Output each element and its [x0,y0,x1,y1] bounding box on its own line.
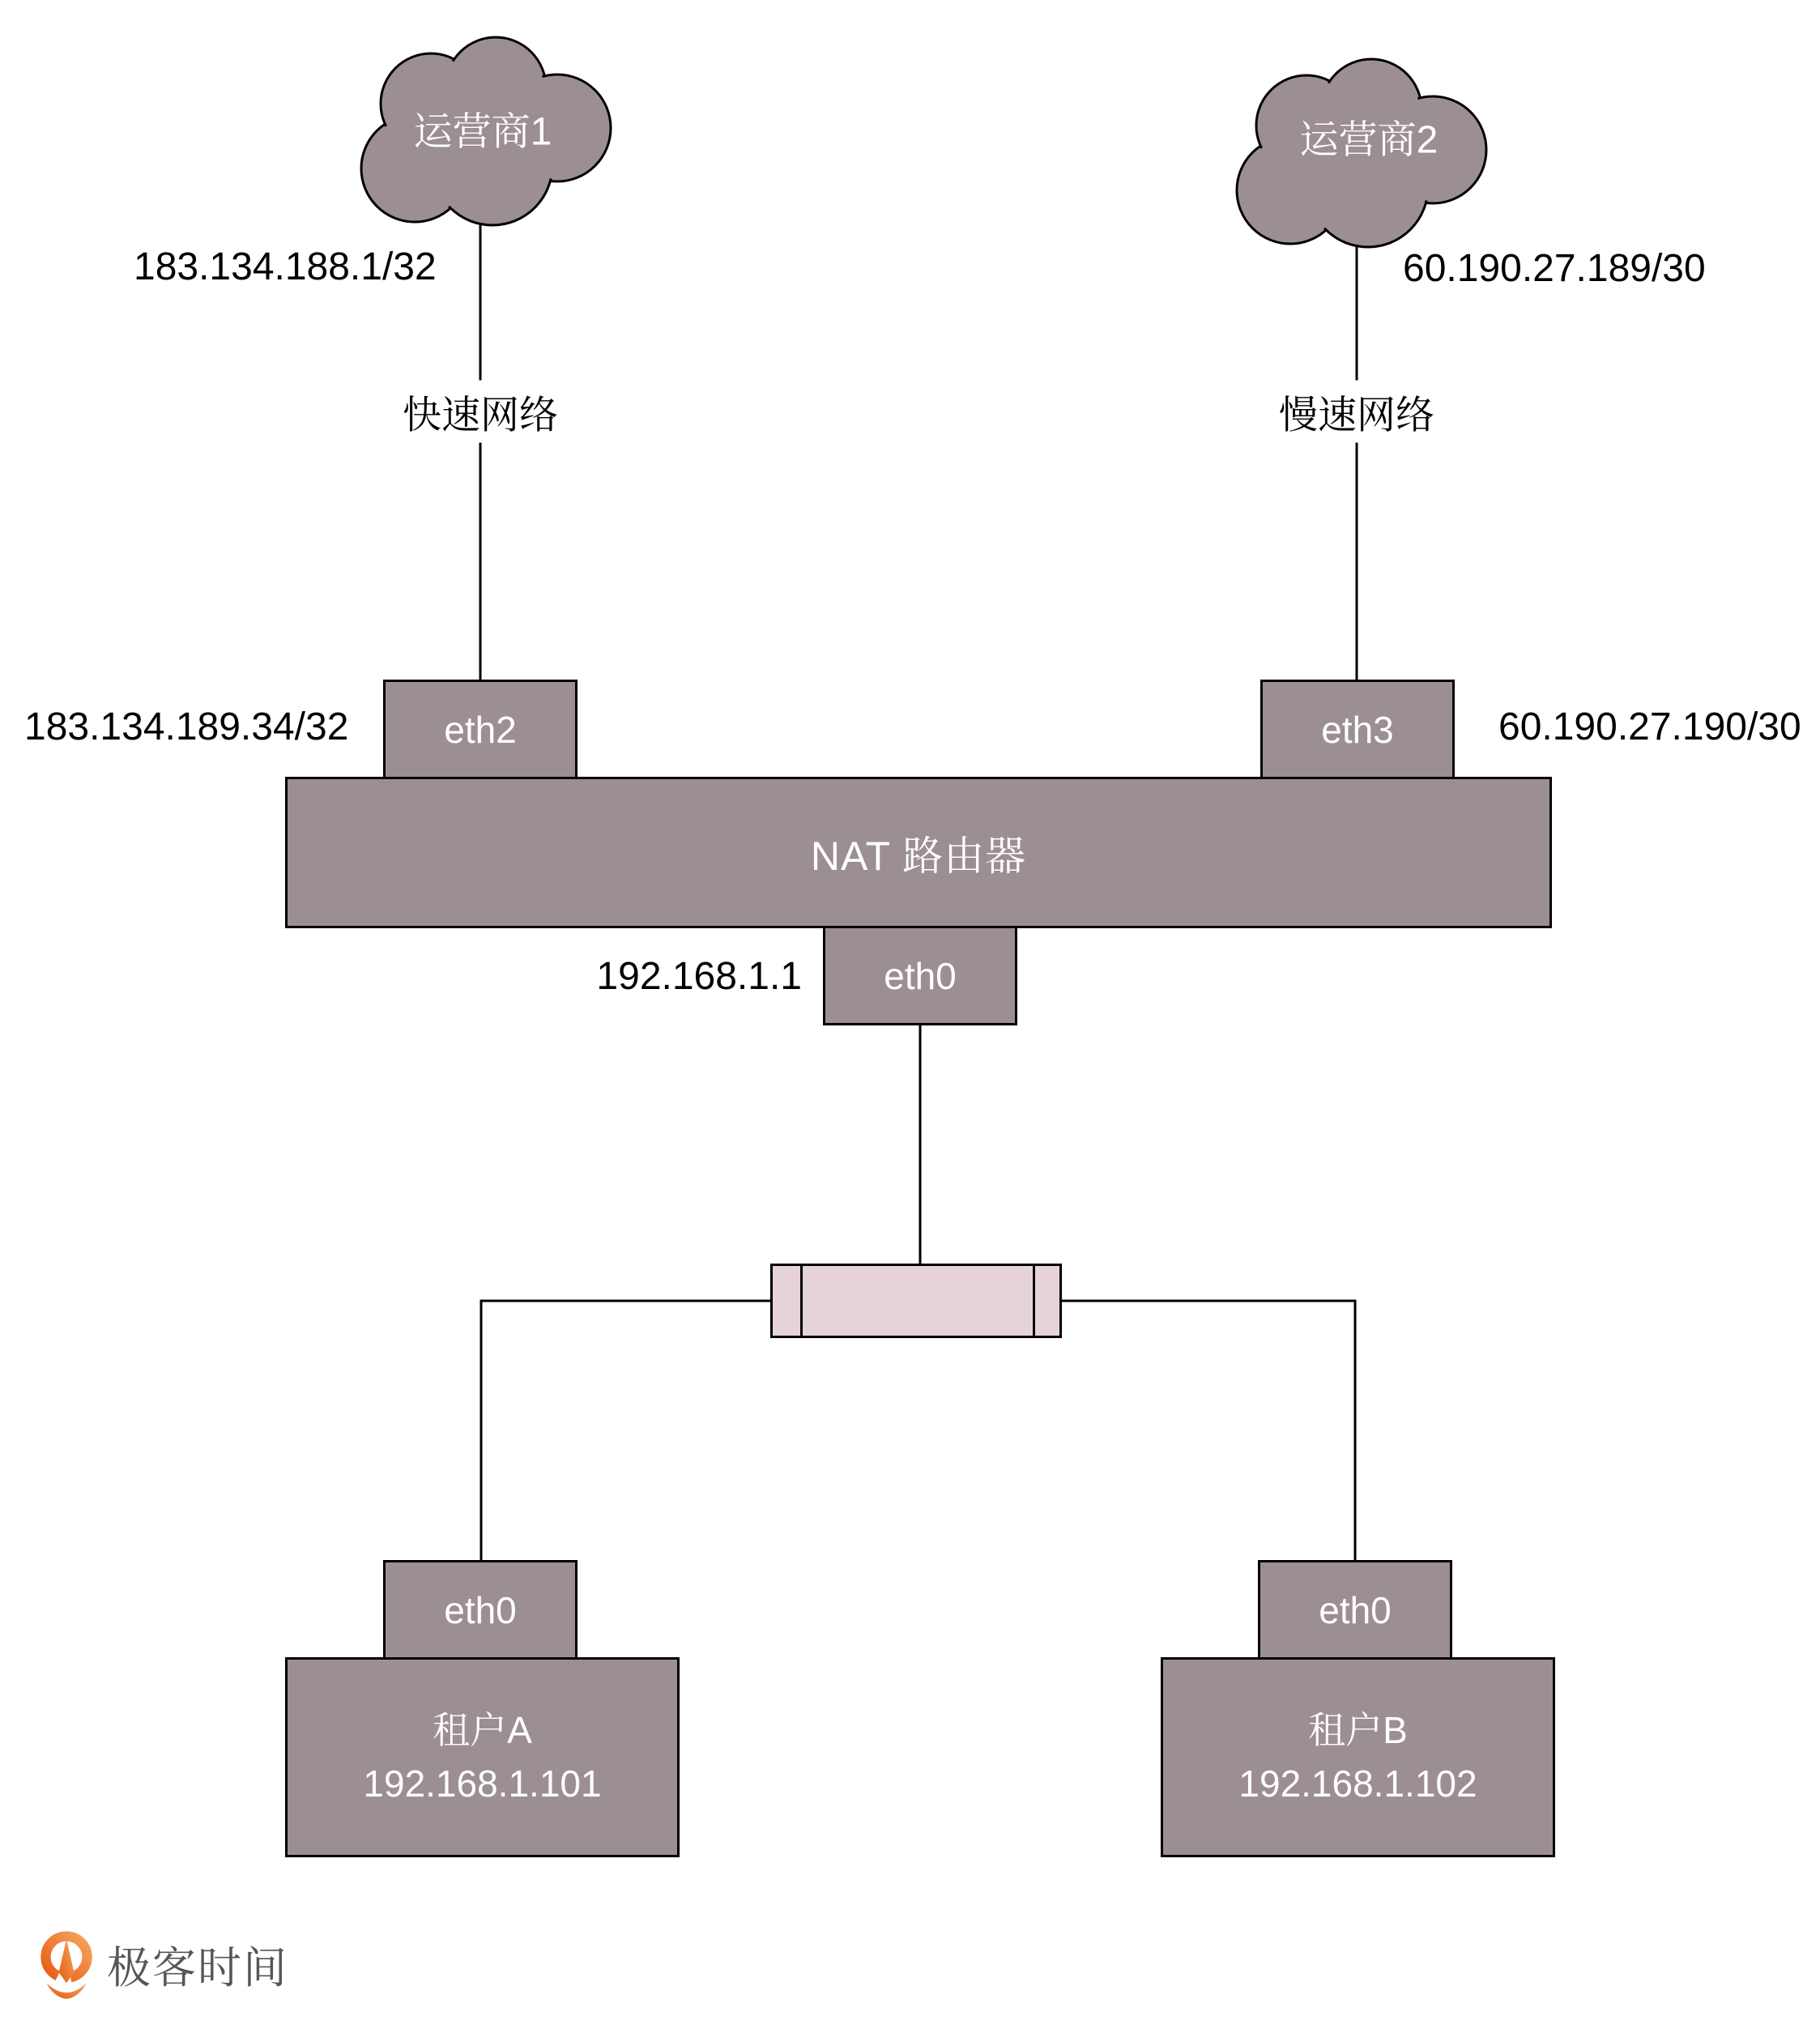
carrier2-ip-label: 60.190.27.189/30 [1403,247,1706,290]
slow-network-label: 慢速网络 [1272,381,1441,443]
carrier1-label: 运营商1 [413,110,552,154]
lan-switch [770,1264,1062,1338]
fast-network-label: 快速网络 [396,381,565,443]
router-eth0-interface-box [823,926,1017,1025]
wire-switch-to-tenant-b [1061,1301,1355,1562]
switch-left-cap-divider [800,1266,803,1336]
eth2-interface-box [383,680,578,779]
eth3-ip-label: 60.190.27.190/30 [1498,705,1801,748]
nat-router-box [285,777,1552,928]
tenant-a-eth0-interface-box [383,1560,578,1660]
tenant-a-ip-label: 192.168.1.101 [363,1762,602,1805]
tenant-b-box [1161,1657,1555,1857]
tenant-a-eth0-label: eth0 [444,1588,517,1631]
tenant-b-eth0-label: eth0 [1319,1588,1392,1631]
geektime-logo [36,1929,288,2000]
tenant-b-eth0-interface-box [1258,1560,1452,1660]
switch-right-cap-divider [1033,1266,1035,1336]
geektime-logo-icon [36,1929,97,2000]
router-eth0-interface-label: eth0 [884,954,957,997]
eth2-ip-label: 183.134.189.34/32 [24,705,349,748]
eth3-interface-label: eth3 [1321,708,1394,751]
tenant-b-ip-label: 192.168.1.102 [1238,1762,1477,1805]
geektime-logo-text: 极客时间 [107,1944,288,1993]
tenant-a-box [285,1657,680,1857]
carrier1-ip-label: 183.134.188.1/32 [134,245,437,288]
carrier2-label: 运营商2 [1299,118,1439,162]
nat-router-label: NAT 路由器 [810,833,1027,879]
tenant-a-label: 租户A [433,1709,532,1752]
eth2-interface-label: eth2 [444,708,517,751]
tenant-b-label: 租户B [1308,1709,1408,1752]
wire-switch-to-tenant-a [481,1301,771,1562]
eth3-interface-box [1260,680,1455,779]
router-eth0-ip-label: 192.168.1.1 [596,955,802,998]
